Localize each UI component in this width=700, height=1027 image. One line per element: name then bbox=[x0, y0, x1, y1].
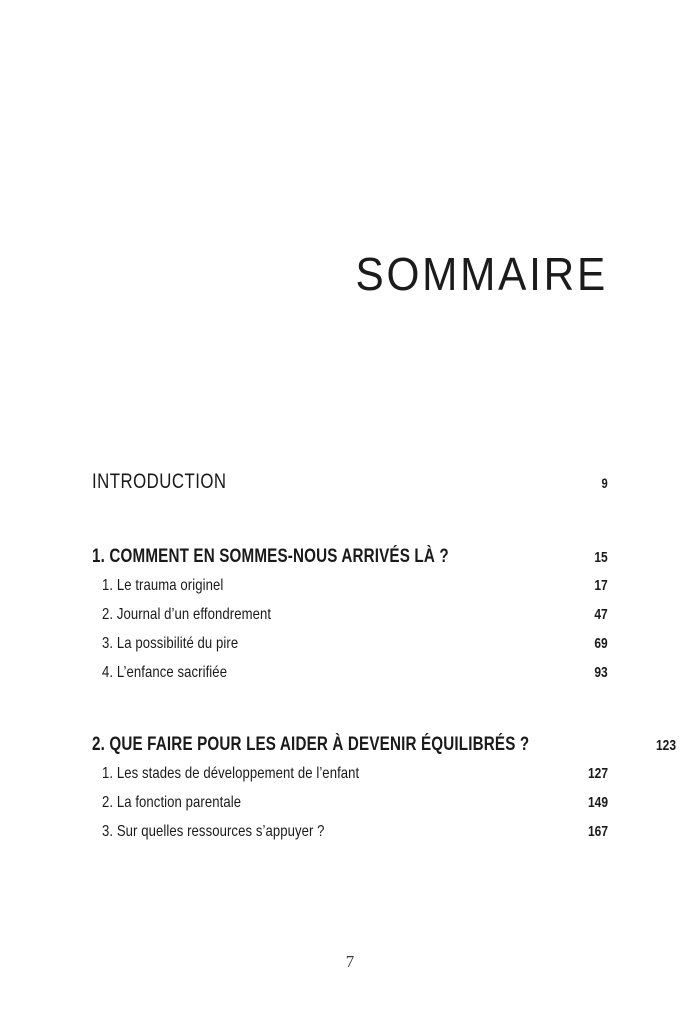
toc-entry-page-number: 149 bbox=[587, 794, 608, 811]
toc-entry-label: 2. Journal d’un effondrement bbox=[102, 606, 272, 623]
toc-entry-label: 1. COMMENT EN SOMMES-NOUS ARRIVÉS LÀ ? bbox=[92, 546, 449, 567]
toc-entry-chapter-1-section-3[interactable] bbox=[102, 635, 608, 664]
toc-entry-page-number: 127 bbox=[587, 765, 608, 782]
toc-entry-chapter-1-section-2[interactable] bbox=[102, 606, 608, 635]
page-title: SOMMAIRE bbox=[355, 248, 608, 300]
toc-entry-page-number: 9 bbox=[601, 475, 608, 491]
toc-entry-chapter-1-section-4[interactable] bbox=[102, 664, 608, 693]
toc-entry-label: 1. Les stades de développement de l’enfant bbox=[102, 765, 360, 782]
toc-entry-chapter-1[interactable] bbox=[92, 546, 608, 576]
toc-entry-label: 3. Sur quelles ressources s’appuyer ? bbox=[102, 823, 325, 840]
toc-entry-chapter-2-section-1[interactable] bbox=[102, 765, 608, 794]
toc-entry-label: 2. QUE FAIRE POUR LES AIDER À DEVENIR ÉQUILIBRÉS ? bbox=[92, 734, 530, 755]
toc-entry-page-number: 17 bbox=[594, 577, 608, 594]
toc-entry-page-number: 47 bbox=[594, 606, 608, 623]
toc-entry-page-number: 69 bbox=[594, 635, 608, 652]
toc-entry-chapter-2[interactable] bbox=[92, 734, 676, 764]
toc-entry-page-number: 123 bbox=[655, 737, 676, 754]
toc-entry-chapter-1-section-1[interactable] bbox=[102, 577, 608, 606]
spacer bbox=[92, 693, 608, 734]
toc-entry-label: 4. L’enfance sacrifiée bbox=[102, 664, 228, 681]
toc-entry-chapter-2-section-2[interactable] bbox=[102, 794, 608, 823]
toc-entry-page-number: 15 bbox=[594, 549, 608, 566]
toc-entry-page-number: 167 bbox=[587, 823, 608, 840]
folio-page-number: 7 bbox=[345, 952, 355, 971]
spacer bbox=[92, 504, 608, 546]
toc-entry-label: INTRODUCTION bbox=[92, 470, 227, 493]
toc-entry-label: 3. La possibilité du pire bbox=[102, 635, 239, 652]
table-of-contents bbox=[92, 470, 676, 852]
toc-entry-label: 2. La fonction parentale bbox=[102, 794, 242, 811]
toc-entry-chapter-2-section-3[interactable] bbox=[102, 823, 608, 852]
toc-entry-introduction[interactable] bbox=[92, 470, 608, 504]
toc-entry-page-number: 93 bbox=[594, 664, 608, 681]
toc-entry-label: 1. Le trauma originel bbox=[102, 577, 224, 594]
